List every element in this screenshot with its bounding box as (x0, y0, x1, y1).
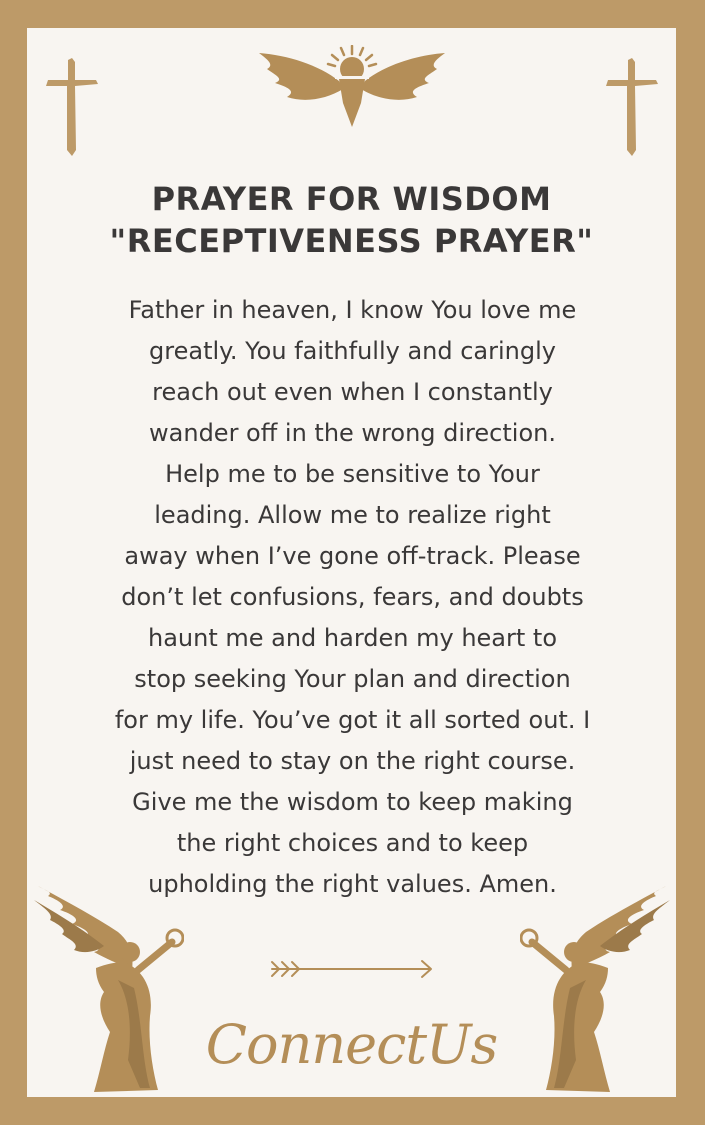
prayer-line: just need to stay on the right course. (129, 747, 576, 775)
prayer-line: away when I’ve gone off-track. Please (124, 542, 581, 570)
title-line: "RECEPTIVENESS PRAYER" (109, 222, 594, 260)
prayer-line: don’t let confusions, fears, and doubts (121, 583, 584, 611)
title-line: PRAYER FOR WISDOM (151, 180, 552, 218)
prayer-line: for my life. You’ve got it all sorted out. I (114, 706, 591, 734)
prayer-line: Give me the wisdom to keep making (132, 788, 573, 816)
prayer-line: stop seeking Your plan and direction (134, 665, 571, 693)
cross-icon (606, 58, 658, 156)
prayer-line: upholding the right values. Amen. (148, 870, 557, 898)
prayer-line: greatly. You faithfully and caringly (149, 337, 556, 365)
prayer-line: reach out even when I constantly (152, 378, 553, 406)
prayer-line: the right choices and to keep (176, 829, 529, 857)
prayer-line: wander off in the wrong direction. (149, 419, 556, 447)
prayer-line: Help me to be sensitive to Your (165, 460, 540, 488)
prayer-line: Father in heaven, I know You love me (128, 296, 577, 324)
prayer-title (27, 178, 676, 262)
prayer-line: haunt me and harden my heart to (147, 624, 558, 652)
arrow-icon (268, 956, 436, 982)
prayer-line: leading. Allow me to realize right (154, 501, 551, 529)
winged-sun-emblem-icon (257, 45, 447, 131)
cross-icon (46, 58, 98, 156)
prayer-text (60, 290, 645, 905)
brand-logo: ConnectUs (205, 1013, 498, 1076)
